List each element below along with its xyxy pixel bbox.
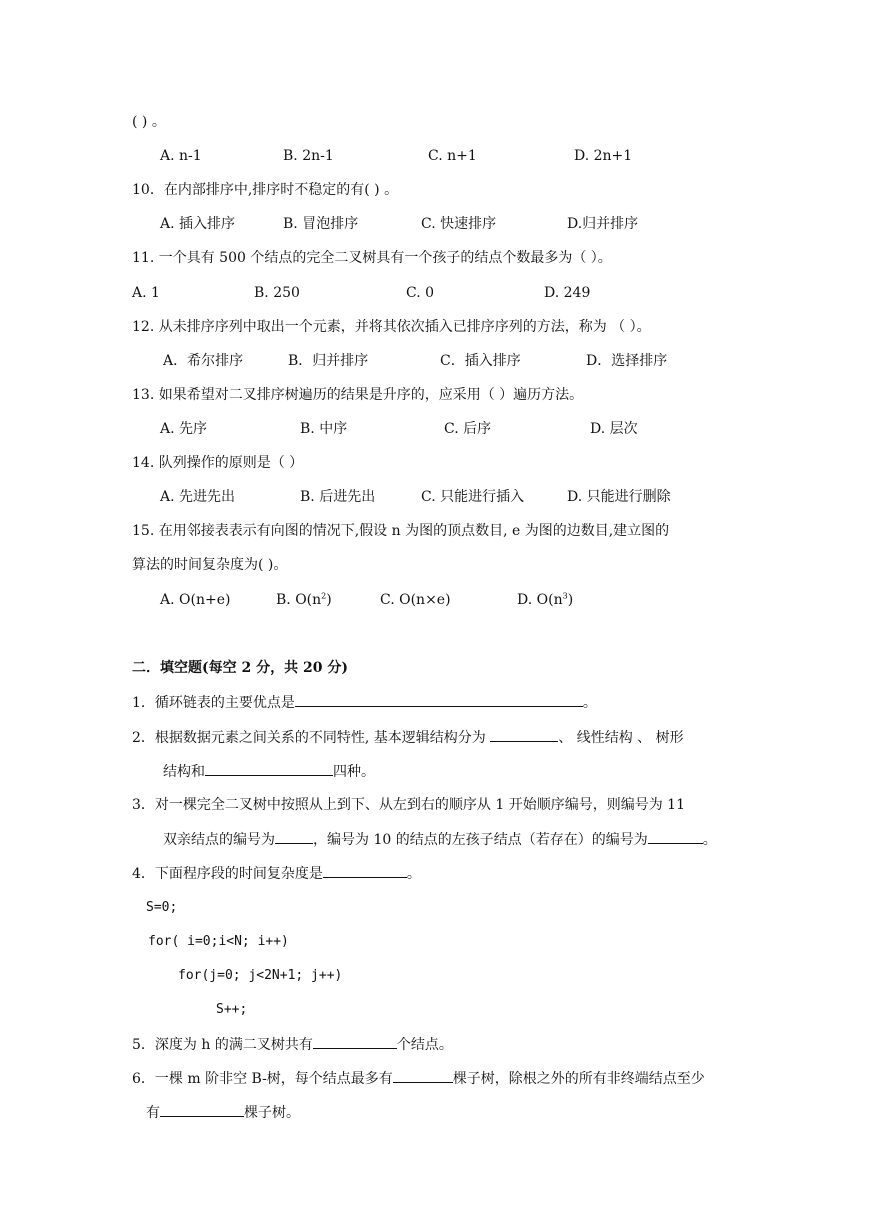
- q9-option-d: D. 2n+1: [574, 148, 633, 164]
- q10-option-c: C. 快速排序: [421, 216, 497, 232]
- q11-option-b: B. 250: [254, 285, 300, 301]
- fill-q5: 5．深度为 h 的满二叉树共有 个结点。: [132, 1034, 453, 1054]
- q12-option-c: C．插入排序: [440, 353, 521, 369]
- q12-stem: 12. 从未排序序列中取出一个元素，并将其依次插入已排序序列的方法，称为 （ ）。: [132, 319, 651, 335]
- q11-option-d: D. 249: [544, 285, 591, 301]
- fill-q6-blank-1: [393, 1068, 453, 1083]
- fill-q6-line2: 有 棵子树。: [146, 1102, 300, 1122]
- fill-q4: 4．下面程序段的时间复杂度是 。: [132, 863, 421, 883]
- q12-option-d: D．选择排序: [586, 353, 668, 369]
- q9-option-b: B. 2n-1: [283, 148, 334, 164]
- q14-option-d: D. 只能进行删除: [567, 489, 671, 505]
- fill-q2-blank-1: [490, 727, 558, 742]
- code-line-1: S=0;: [146, 900, 178, 915]
- fill-q2-line1: 2．根据数据元素之间关系的不同特性, 基本逻辑结构分为 、 线性结构 、 树形: [132, 727, 684, 747]
- code-line-2: for( i=0;i<N; i++): [148, 934, 289, 949]
- fill-q6-line1: 6．一棵 m 阶非空 B-树，每个结点最多有 棵子树，除根之外的所有非终端结点至少: [132, 1068, 705, 1088]
- q13-option-d: D. 层次: [590, 421, 638, 437]
- q12-option-a: A．希尔排序: [163, 353, 244, 369]
- q9-tail: ( ) 。: [132, 114, 166, 130]
- fill-q3-blank-1: [275, 829, 313, 844]
- q11-stem: 11. 一个具有 500 个结点的完全二叉树具有一个孩子的结点个数最多为（ ）。: [132, 250, 612, 266]
- q14-option-a: A. 先进先出: [160, 489, 236, 505]
- code-line-3: for(j=0; j<2N+1; j++): [178, 968, 343, 983]
- q13-option-a: A. 先序: [160, 421, 208, 437]
- q15-option-c: C. O(n×e): [380, 592, 451, 608]
- q14-option-c: C. 只能进行插入: [421, 489, 525, 505]
- q13-option-b: B. 中序: [300, 421, 348, 437]
- fill-q4-blank: [323, 863, 407, 878]
- fill-q1-blank: [295, 692, 583, 707]
- q15-stem-line1: 15. 在用邻接表表示有向图的情况下,假设 n 为图的顶点数目, e 为图的边数目,建立图的: [132, 523, 670, 539]
- q10-option-d: D.归并排序: [567, 216, 639, 232]
- section-2-title: 二．填空题(每空 2 分，共 20 分): [132, 660, 348, 676]
- fill-q3-blank-2: [648, 829, 703, 844]
- q13-stem: 13. 如果希望对二叉排序树遍历的结果是升序的，应采用（ ）遍历方法。: [132, 387, 584, 403]
- fill-q2-line2: 结构和 四种。: [163, 761, 375, 781]
- q15-option-a: A. O(n+e): [160, 592, 231, 608]
- q9-option-c: C. n+1: [428, 148, 477, 164]
- fill-q5-blank: [313, 1034, 397, 1049]
- code-line-4: S++;: [216, 1002, 248, 1017]
- q12-option-b: B．归并排序: [288, 353, 369, 369]
- q10-stem: 10．在内部排序中,排序时不稳定的有( ) 。: [132, 182, 399, 198]
- fill-q3-line2: 双亲结点的编号为 ，编号为 10 的结点的左孩子结点（若存在）的编号为 。: [163, 829, 717, 849]
- fill-q2-blank-2: [205, 761, 333, 776]
- q11-option-a: A. 1: [132, 285, 160, 301]
- fill-q3-line1: 3．对一棵完全二叉树中按照从上到下、从左到右的顺序从 1 开始顺序编号，则编号为 11: [132, 797, 685, 813]
- fill-q1: 1．循环链表的主要优点是 。: [132, 692, 597, 712]
- fill-q6-blank-2: [160, 1102, 244, 1117]
- q15-option-d: D. $O(n^3)$: [517, 591, 574, 608]
- q10-option-a: A. 插入排序: [160, 216, 236, 232]
- q13-option-c: C. 后序: [444, 421, 492, 437]
- q15-option-b: B. $O(n^2)$: [276, 591, 332, 608]
- q9-option-a: A. n-1: [160, 148, 202, 164]
- q14-stem: 14. 队列操作的原则是（ ）: [132, 455, 304, 471]
- q14-option-b: B. 后进先出: [300, 489, 376, 505]
- q11-option-c: C. 0: [406, 285, 435, 301]
- q10-option-b: B. 冒泡排序: [283, 216, 359, 232]
- q15-stem-line2: 算法的时间复杂度为( )。: [132, 557, 288, 573]
